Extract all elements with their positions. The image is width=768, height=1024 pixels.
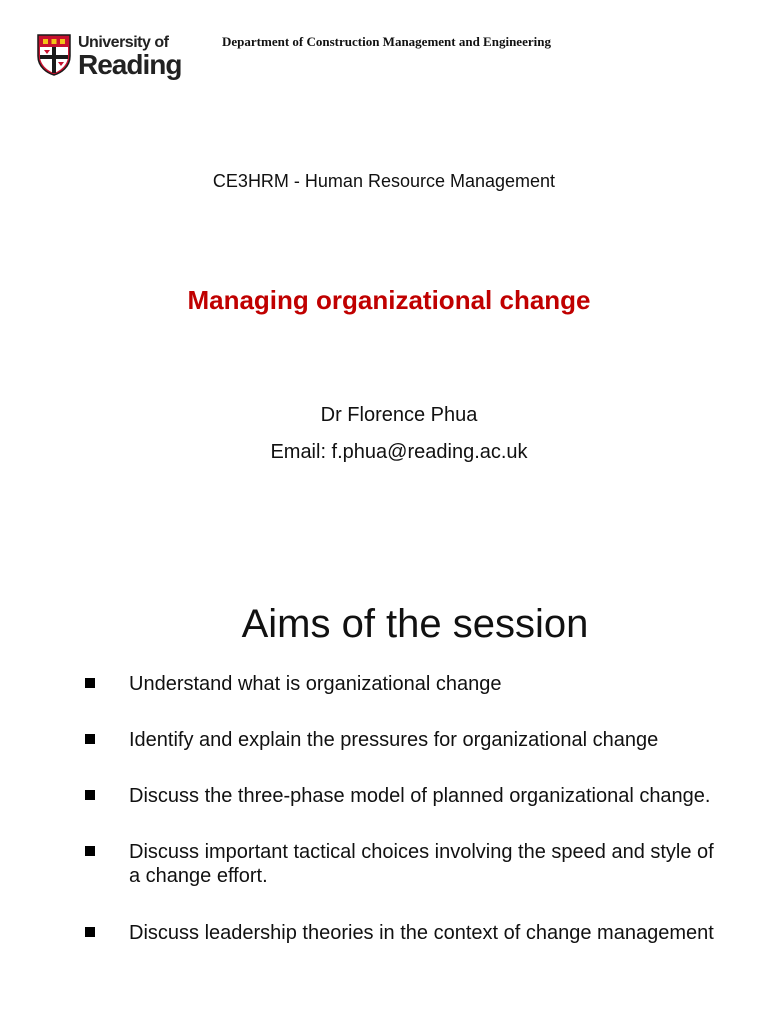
- list-item: [85, 840, 725, 888]
- lecture-title: Managing organizational change: [187, 285, 591, 315]
- aims-heading: Aims of the session: [241, 602, 589, 646]
- aim-text: Understand what is organizational change: [129, 673, 502, 695]
- author-email: Email: f.phua@reading.ac.uk: [270, 441, 528, 463]
- aim-text: Discuss the three-phase model of planned organizational change.: [129, 785, 711, 807]
- square-bullet-icon: [85, 846, 95, 856]
- author-name: Dr Florence Phua: [320, 404, 478, 426]
- logo-line-2: Reading: [78, 49, 182, 80]
- list-item: [85, 728, 725, 752]
- crest-icon: [37, 34, 71, 76]
- slide-aims: [0, 575, 768, 1024]
- course-code: CE3HRM - Human Resource Management: [212, 171, 556, 191]
- square-bullet-icon: [85, 678, 95, 688]
- university-logo: [37, 34, 187, 82]
- aim-text: Discuss leadership theories in the context of change management: [129, 922, 714, 944]
- square-bullet-icon: [85, 927, 95, 937]
- logo-line-1: University of: [78, 34, 169, 51]
- list-item: [85, 921, 725, 945]
- aim-text: Identify and explain the pressures for organizational change: [129, 729, 659, 751]
- wordmark: [78, 34, 181, 79]
- square-bullet-icon: [85, 734, 95, 744]
- square-bullet-icon: [85, 790, 95, 800]
- list-item: [85, 784, 725, 808]
- aims-list: [85, 672, 725, 945]
- list-item: [85, 672, 725, 696]
- department-name: Department of Construction Management and Engineering: [222, 34, 551, 49]
- aim-text: Discuss important tactical choices involving the speed and style of a change effort.: [129, 841, 714, 887]
